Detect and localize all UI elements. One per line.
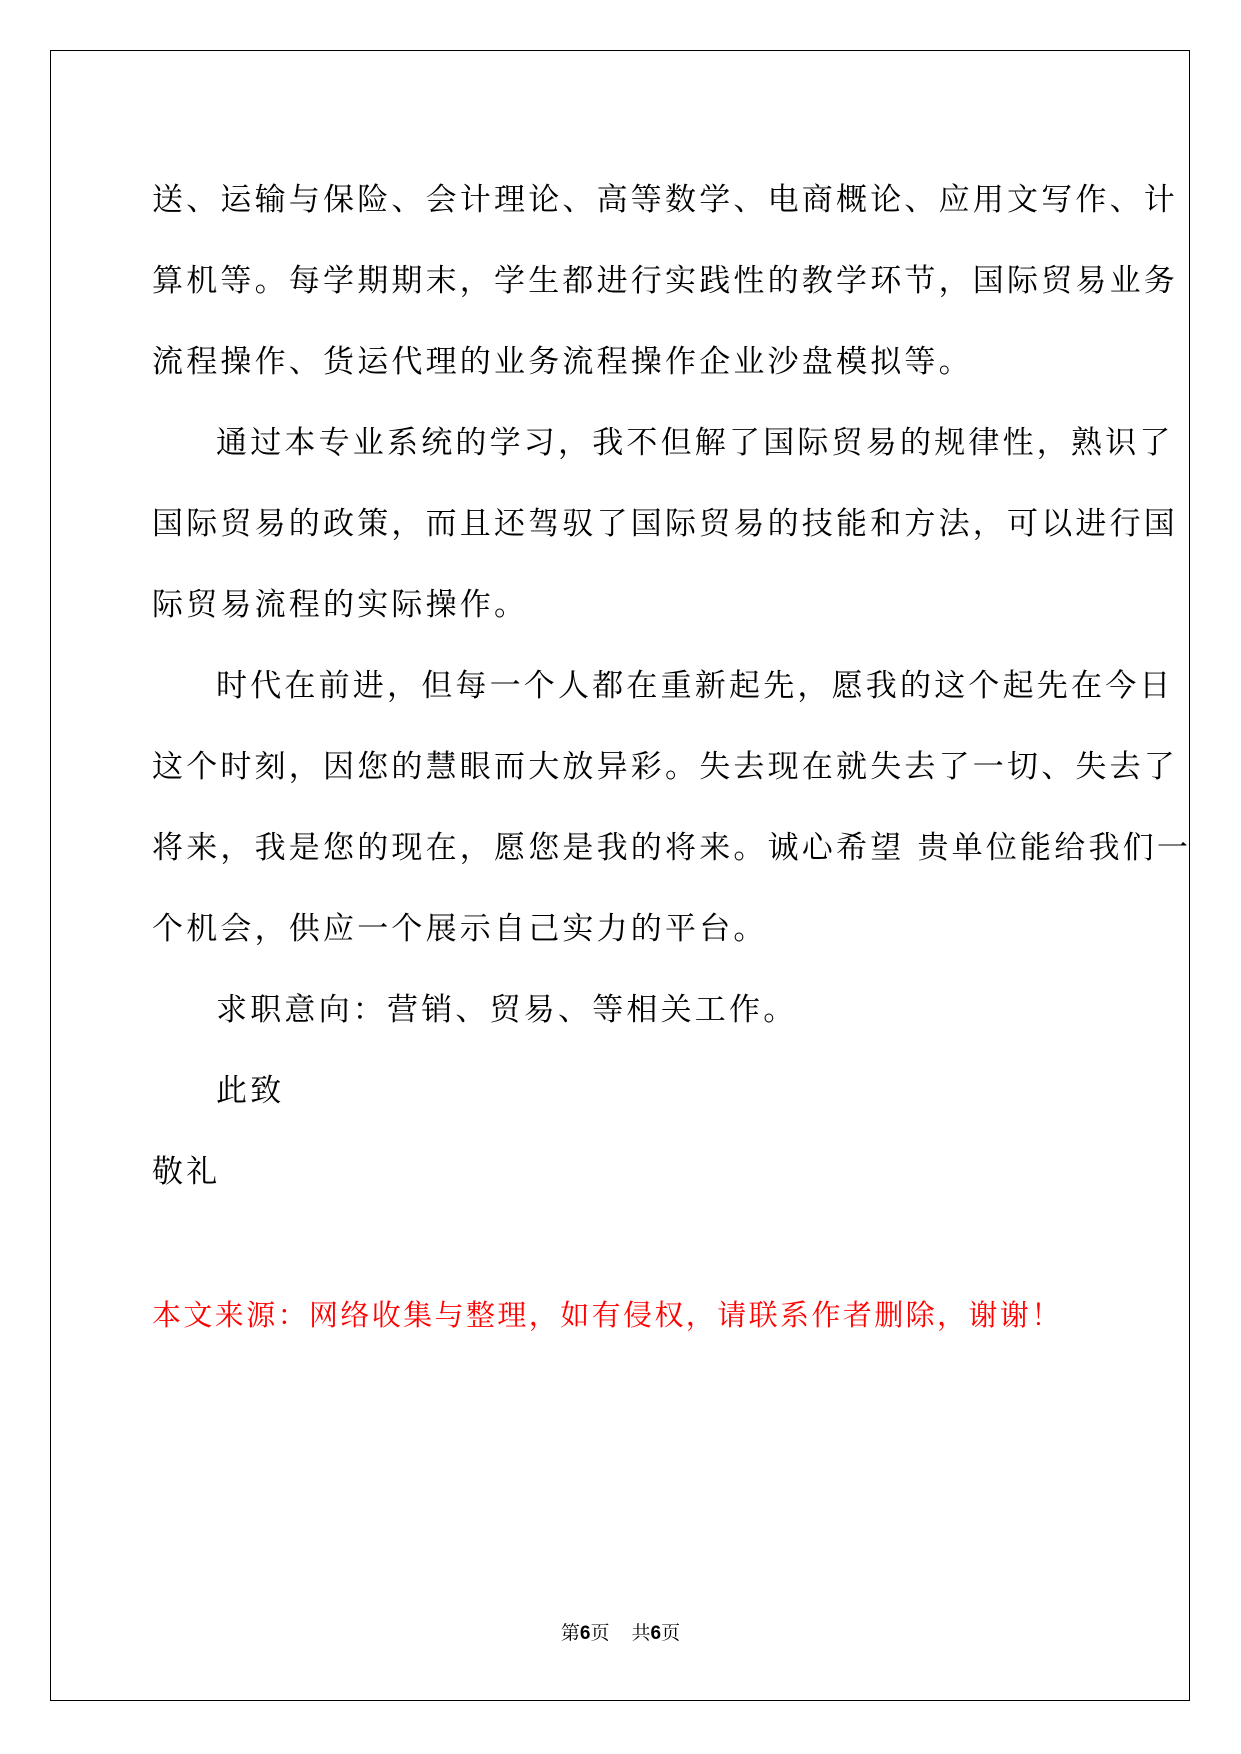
total-pages: 6 <box>650 1623 662 1644</box>
paragraph-job-intention <box>152 970 1092 1051</box>
text-line: 求职意向：营销、贸易、等相关工作。 <box>216 992 798 1028</box>
page-suffix: 页 <box>590 1622 610 1644</box>
text-line: 敬礼 <box>152 1154 221 1190</box>
closing-regards <box>152 1132 1092 1213</box>
text-line: 送、运输与保险、会计理论、高等数学、电商概论、应用文写作、计 <box>152 182 1178 218</box>
page-footer <box>0 1618 1241 1649</box>
text-line: 此致 <box>216 1073 285 1109</box>
letter-body <box>152 160 1192 1213</box>
text-line: 这个时刻，因您的慧眼而大放异彩。失去现在就失去了一切、失去了 <box>152 749 1178 785</box>
page-prefix: 第 <box>560 1622 580 1644</box>
text-line: 将来，我是您的现在，愿您是我的将来。诚心希望 贵单位能给我们一 <box>152 830 1192 866</box>
text-line: 际贸易流程的实际操作。 <box>152 587 529 623</box>
paragraph-skills <box>152 403 1178 646</box>
total-suffix: 页 <box>661 1622 681 1644</box>
paragraph-courses <box>152 160 1178 403</box>
text-line: 通过本专业系统的学习，我不但解了国际贸易的规律性，熟识了 <box>216 425 1174 461</box>
text-line: 个机会，供应一个展示自己实力的平台。 <box>152 911 768 947</box>
text-line: 算机等。每学期期末，学生都进行实践性的教学环节，国际贸易业务 <box>152 263 1178 299</box>
total-prefix: 共 <box>631 1622 651 1644</box>
closing-salutation <box>152 1051 1092 1132</box>
source-disclaimer: 本文来源：网络收集与整理，如有侵权，请联系作者删除，谢谢！ <box>152 1298 1063 1332</box>
page-number: 6 <box>579 1623 591 1644</box>
text-line: 国际贸易的政策，而且还驾驭了国际贸易的技能和方法，可以进行国 <box>152 506 1178 542</box>
text-line: 时代在前进，但每一个人都在重新起先，愿我的这个起先在今日 <box>216 668 1174 704</box>
paragraph-aspiration <box>152 646 1192 970</box>
text-line: 流程操作、货运代理的业务流程操作企业沙盘模拟等。 <box>152 344 973 380</box>
